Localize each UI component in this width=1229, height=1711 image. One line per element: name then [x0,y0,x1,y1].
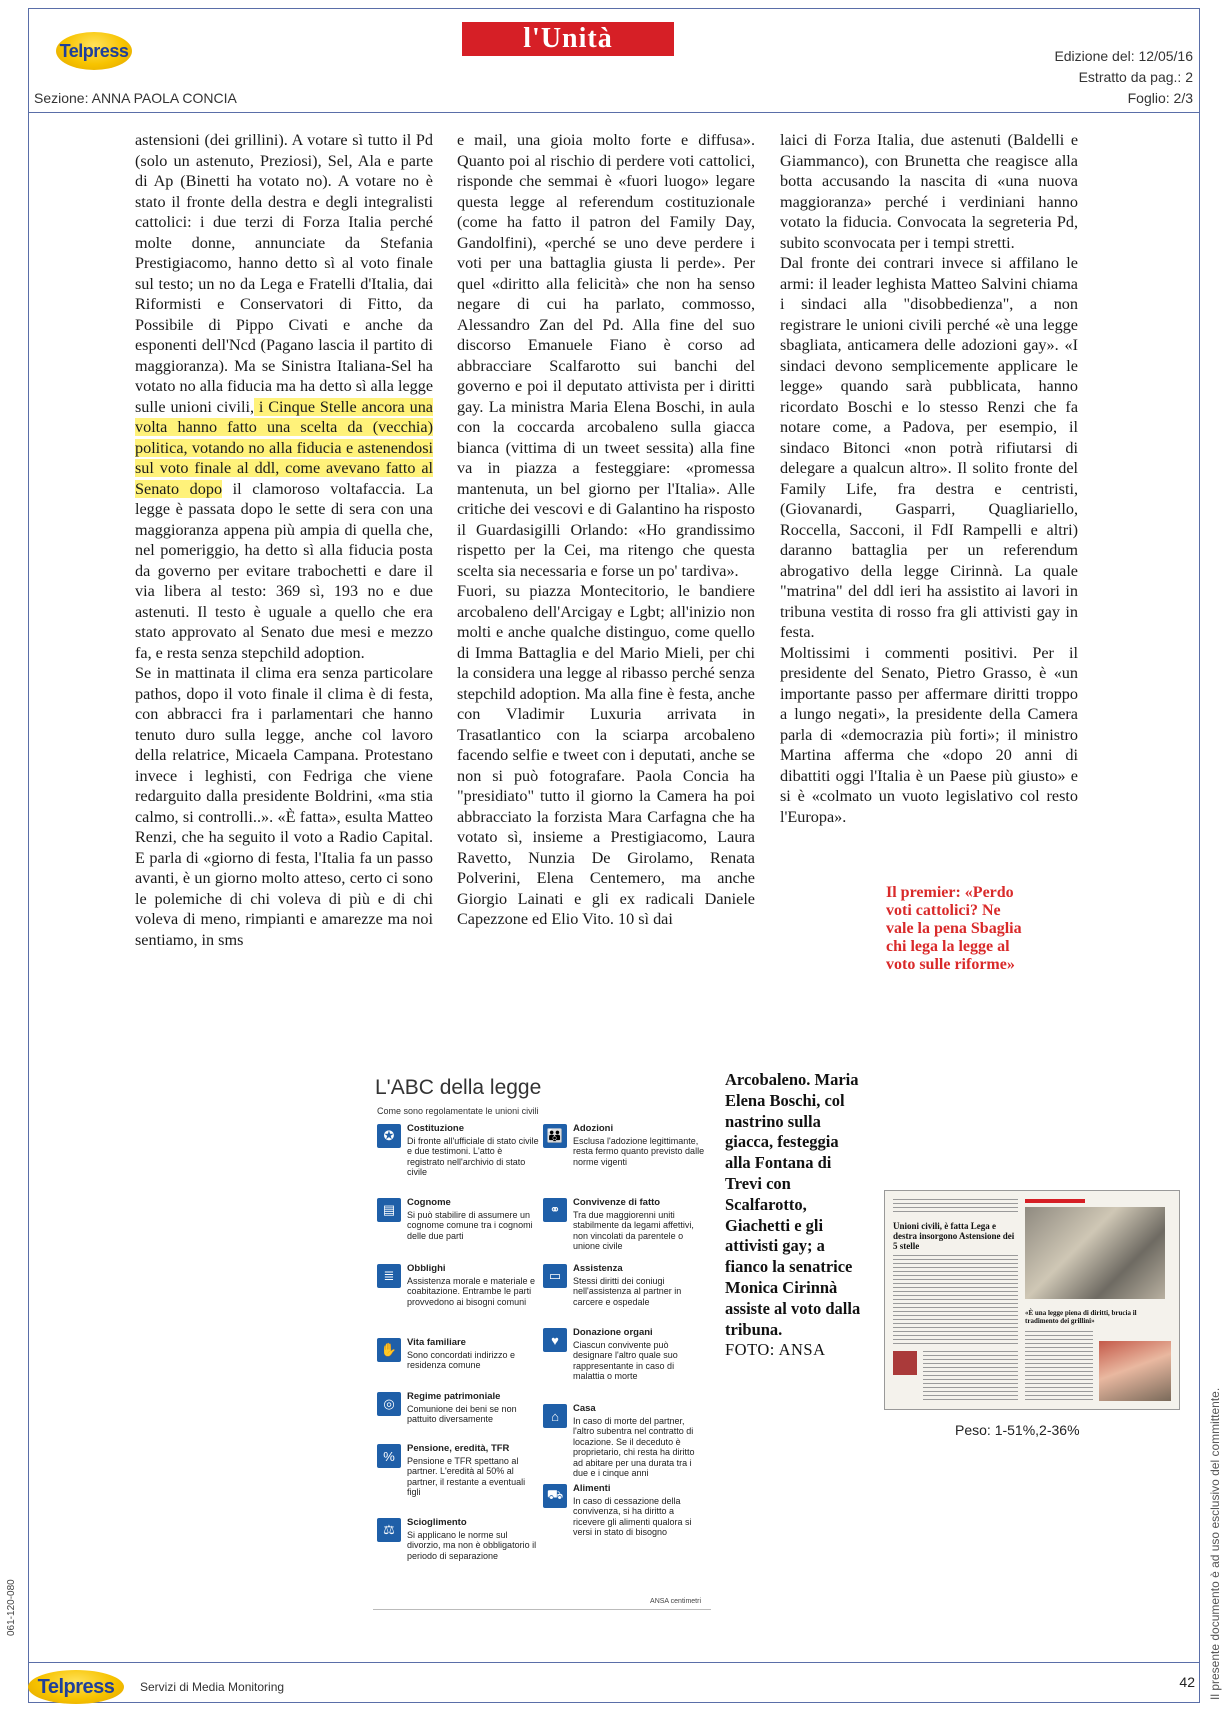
telpress-logo: Telpress [28,1670,124,1704]
document-code: 061-120-080 [6,1579,17,1636]
thumbnail-red-bar [1025,1199,1085,1203]
document-icon: ≣ [377,1264,401,1288]
infographic-subtitle: Come sono regolamentate le unioni civili [377,1106,539,1116]
extract-page: Estratto da pag.: 2 [1078,69,1193,85]
house-icon: ⌂ [543,1404,567,1428]
thumbnail-headline: Unioni civili, è fatta Lega e destra insorgono Astensione dei 5 stelle [893,1221,1015,1251]
article-paragraph: Dal fronte dei contrari invece si affilano le armi: il leader leghista Matteo Salvini chiama i sindaci alla "disobbedienza", a non registrare le unioni civili perché «è una legge sbagliata, anticamera delle adozioni gay». «I sindaci devono semplicemente applicare le legge» quando sarà pubblicata, hanno ricordato Boschi e lo stesso Renzi che fa notare come, a Padova, per esempio, il sindaco Bitonci «non potrà rifiutarsi di delegare a qualcun altro». Il solito fronte del Family Life, fra destra e centristi, (Giovanardi, Gasparri, Quagliariello, Roccella, Sacconi, il FdI Rampelli e altri) daranno battaglia per un referendum abrogativo della legge Cirinnà. La quale "matrina" del ddl ieri ha assistito ai lavori in tribuna vestita di rosso fra gli attivisti gay in festa. [780,254,1078,641]
infographic-item-text: Ciascun convivente può designare l'altro quale suo rappresentante in caso di malattia o morte [573,1339,678,1381]
infographic-item-heading: Convivenze di fatto [573,1197,661,1208]
infographic-item-text: In caso di cessazione della convivenza, si ha diritto a ricevere gli alimenti qualora si versi in stato di bisogno [573,1495,692,1537]
thumbnail-text-lines [923,1351,1018,1403]
couple-icon: ⚭ [543,1198,567,1222]
article-column-1 [135,130,433,950]
infographic-item [543,1484,705,1538]
thumbnail-quote: «È una legge piena di diritti, brucia il tradimento dei grillini» [1025,1309,1137,1325]
infographic-item-text: Si applicano le norme sul divorzio, ma non è obbligatorio il periodo di separazione [407,1529,537,1561]
infographic-credit: ANSA centimetri [650,1598,701,1605]
unita-masthead-logo: l'Unità [462,22,674,56]
edition-date: Edizione del: 12/05/16 [1054,48,1193,64]
infographic-title: L'ABC della legge [375,1076,542,1099]
heart-icon: ♥ [543,1328,567,1352]
infographic-item-text: Assistenza morale e materiale e coabitazione. Entrambe le parti provvedono ai bisogni comuni [407,1275,536,1307]
infographic-item-heading: Assistenza [573,1263,623,1274]
page-thumbnail [884,1190,1180,1410]
infographic-item-text: Pensione e TFR spettano al partner. L'eredità al 50% al partner, il restante a eventuali figli [407,1455,526,1497]
infographic-item [377,1444,539,1498]
infographic-item-heading: Regime patrimoniale [407,1391,501,1402]
abc-infographic [373,1072,711,1610]
thumbnail-photo [893,1351,917,1375]
bed-icon: ▭ [543,1264,567,1288]
sheet-number: Foglio: 2/3 [1127,90,1193,106]
thumbnail-text-lines [893,1255,1018,1345]
header-divider [28,112,1200,113]
infographic-item [377,1198,539,1241]
infographic-item [543,1328,705,1382]
telpress-logo: Telpress [56,32,132,70]
photo-credit: FOTO: ANSA [725,1340,826,1360]
infographic-item-heading: Alimenti [573,1483,611,1494]
id-card-icon: ▤ [377,1198,401,1222]
infographic-item-text: Sono concordati indirizzo e residenza comune [407,1349,516,1370]
infographic-item [543,1404,705,1479]
caption-text: Maria Elena Boschi, col nastrino sulla giacca, festeggia alla Fontana di Trevi con Scalfarotto, Giachetti e gli attivisti gay; a fianco la senatrice Monica Cirinnà assiste al voto dalla tribuna. [725,1070,861,1339]
caption-lead: Arcobaleno. [725,1070,811,1089]
cart-icon: ⛟ [543,1484,567,1508]
article-paragraph: e mail, una gioia molto forte e diffusa». Quanto poi al rischio di perdere voti cattolici, risponde che semmai è «fuori luogo» legare questa legge al referendum costituzionale (come ha fatto il patron del Family Day, Gandolfini), «perché se uno deve perdere i voti per una battaglia giusta li perde». Per quel «diritto alla felicità» che non ha senso negare di cui ha parlato, commosso, Alessandro Zan del Pd. Alla fine del suo discorso Emanuele Fiano è corso ad abbracciare Scalfarotto sui banchi del governo e poi il deputato attivista per i diritti gay. La ministra Maria Elena Boschi, in aula con la coccarda arcobaleno sulla giacca bianca (vittima di un tweet sessita) alla fine va in piazza a festeggiare: «promessa mantenuta, un bel giorno per l'Italia». Alle critiche dei vescovi e di Galantino ha risposto il Guardasigilli Orlando: «Ho grandissimo rispetto per la Cei, ma ritengo che questa scelta sia necessaria e forse un po' tardiva». [457,131,755,580]
footer-divider [28,1662,1200,1663]
infographic-item-heading: Casa [573,1403,596,1414]
seal-icon: ✪ [377,1124,401,1148]
article-paragraph: Se in mattinata il clima era senza particolare pathos, dopo il voto finale il clima è di festa, con abbracci fra i parlamentari che hanno tenuto duro sulla legge, anche col lavoro della relatrice, Micaela Campana. Protestano invece i leghisti, con Fedriga che viene redarguito dalla presidente Boldrini, «ma stia calmo, si controlli..». «È fatta», esulta Matteo Renzi, che ha seguito il voto a Radio Capital. E parla di «giorno di festa, l'Italia fa un passo avanti, è un giorno molto atteso, certo ci sono le polemiche di chi voleva di più e di chi voleva di meno, rimpianti e amarezze ma noi sentiamo, in sms [135,664,433,949]
article-column-2 [457,130,755,930]
article-paragraph: Moltissimi i commenti positivi. Per il presidente del Senato, Pietro Grasso, è «un importante passo per affermare diritti troppo a lungo negati», la presidente della Camera parla di «democrazia più forti»; il ministro Martina afferma che «dopo 20 anni di dibattiti oggi l'Italia è un Paese più giusto» e si è «colmato un vuoto legislativo col resto l'Europa». [780,643,1078,826]
pull-quote: Il premier: «Perdo voti cattolici? Ne vale la pena Sbaglia chi lega la legge al voto sulle riforme» [886,884,1022,973]
infographic-item [377,1518,539,1561]
article-paragraph: astensioni (dei grillini). A votare sì tutto il Pd (solo un astenuto, Preziosi), Sel, Ala e parte di Ap (Binetti ha votato no). A votare no è stato il fronte della destra e degli integralisti cattolici: i due terzi di Forza Italia perché molte donne, annunciate da Stefania Prestigiacomo, hanno detto sì al voto finale sul testo; un no da Lega e Fratelli d'Italia, dai Riformisti e Conservatori di Fitto, da Possibile di Pippo Civati e anche da esponenti dell'Ncd (Pagano lascia il partito di maggioranza). Ma se Sinistra Italiana-Sel ha votato no alla fiducia ma ha detto sì alla legge sulle unioni civili, i Cinque Stelle ancora una volta hanno fatto una scelta da (vecchia) politica, votando no alla fiducia e astenendosi sul voto finale al ddl, come avevano fatto al Senato dopo il clamoroso voltafaccia. La legge è passata dopo le sette di sera con una maggioranza appena più ampia di quella che, nel pomeriggio, ha detto sì alla fiducia posta da governo per evitare trabochetti e dare il via libera al testo: 369 sì, 193 no e due astenuti. Il testo è uguale a quello che era stato approvato al Senato due mesi e mezzo fa, e resta senza stepchild adoption. [135,131,434,662]
infographic-item-heading: Vita familiare [407,1337,466,1348]
infographic-item-text: Comunione dei beni se non pattuito diversamente [407,1403,517,1424]
article-paragraph: laici di Forza Italia, due astenuti (Baldelli e Giammanco), con Brunetta che reagisce alla botta accusando la nascita di «una nuova maggioranza» perché i verdiniani hanno votato la fiducia. Convocata la segreteria Pd, subito sconvocata per i tempi stretti. [780,131,1078,252]
photo-caption [725,1070,865,1361]
highlighted-text: i Cinque Stelle ancora una volta hanno fatto una scelta da (vecchia) politica, votando no alla fiducia e astenendosi sul voto finale al ddl, come avevano fatto al Senato dopo [135,397,433,498]
infographic-item-heading: Scioglimento [407,1517,467,1528]
thumbnail-photo [1025,1207,1165,1299]
infographic-item-heading: Costituzione [407,1123,464,1134]
infographic-item-heading: Adozioni [573,1123,614,1134]
weight-label: Peso: 1-51%,2-36% [955,1422,1080,1438]
infographic-item-text: Esclusa l'adozione legittimante, resta fermo quanto previsto dalle norme vigenti [573,1135,705,1167]
justice-icon: ⚖ [377,1518,401,1542]
infographic-item-text: Stessi diritti dei coniugi nell'assistenza al partner in carcere e ospedale [573,1275,682,1307]
page-number: 42 [1179,1674,1195,1690]
infographic-item [377,1264,539,1307]
infographic-item-text: Tra due maggiorenni uniti stabilmente da legami affettivi, non vincolati da parentele o unione civile [573,1209,694,1251]
hands-icon: ✋ [377,1338,401,1362]
infographic-item-heading: Cognome [407,1197,451,1208]
infographic-item-heading: Obblighi [407,1263,446,1274]
thumbnail-text-lines [1025,1331,1093,1403]
infographic-item [543,1264,705,1307]
infographic-item-heading: Donazione organi [573,1327,653,1338]
infographic-item-text: Di fronte all'ufficiale di stato civile e due testimoni. L'atto è registrato nell'archivio di stato civile [407,1135,539,1177]
infographic-item-text: In caso di morte del partner, l'altro subentra nel contratto di locazione. Se il deceduto è proprietario, chi resta ha diritto ad abitare per una durata tra i due e i cinque anni [573,1415,695,1478]
infographic-item [377,1124,539,1178]
infographic-item [377,1392,539,1425]
infographic-item-heading: Pensione, eredità, TFR [407,1443,510,1454]
infographic-item [543,1124,705,1167]
article-column-3 [780,130,1078,827]
infographic-item [377,1338,539,1371]
percent-icon: % [377,1444,401,1468]
thumbnail-text-lines [893,1199,1018,1215]
thumbnail-photo [1099,1341,1171,1401]
article-paragraph: Fuori, su piazza Montecitorio, le bandiere arcobaleno dell'Arcigay e Lgbt; all'inizio non molti e anche qualche distinguo, come quello di Imma Battaglia e del Mario Mieli, per chi la considera una legge al ribasso perché senza stepchild adoption. Ma alla fine è festa, anche con Vladimir Luxuria arrivata in Trasatlantico con la sciarpa arcobaleno facendo selfie e tweet con i deputati, anche se non si può fotografare. Paola Concia ha "presidiato" tutto il giorno la Camera ha poi abbracciato la forzista Mara Carfagna che ha votato sì, insieme a Prestigiacomo, Laura Ravetto, Nunzia De Girolamo, Renata Polverini, Elena Centemero, ma anche Giorgio Lainati e gli ex radicali Daniele Capezzone ed Elio Vito. 10 sì dai [457,582,755,928]
services-label: Servizi di Media Monitoring [140,1680,285,1694]
family-icon: 👪 [543,1124,567,1148]
coins-icon: ◎ [377,1392,401,1416]
infographic-item-text: Si può stabilire di assumere un cognome comune tra i cognomi delle due parti [407,1209,533,1241]
section-label: Sezione: ANNA PAOLA CONCIA [34,90,237,106]
usage-disclaimer: Il presente documento è ad uso esclusivo del committente. [1208,1387,1222,1700]
infographic-item [543,1198,705,1252]
